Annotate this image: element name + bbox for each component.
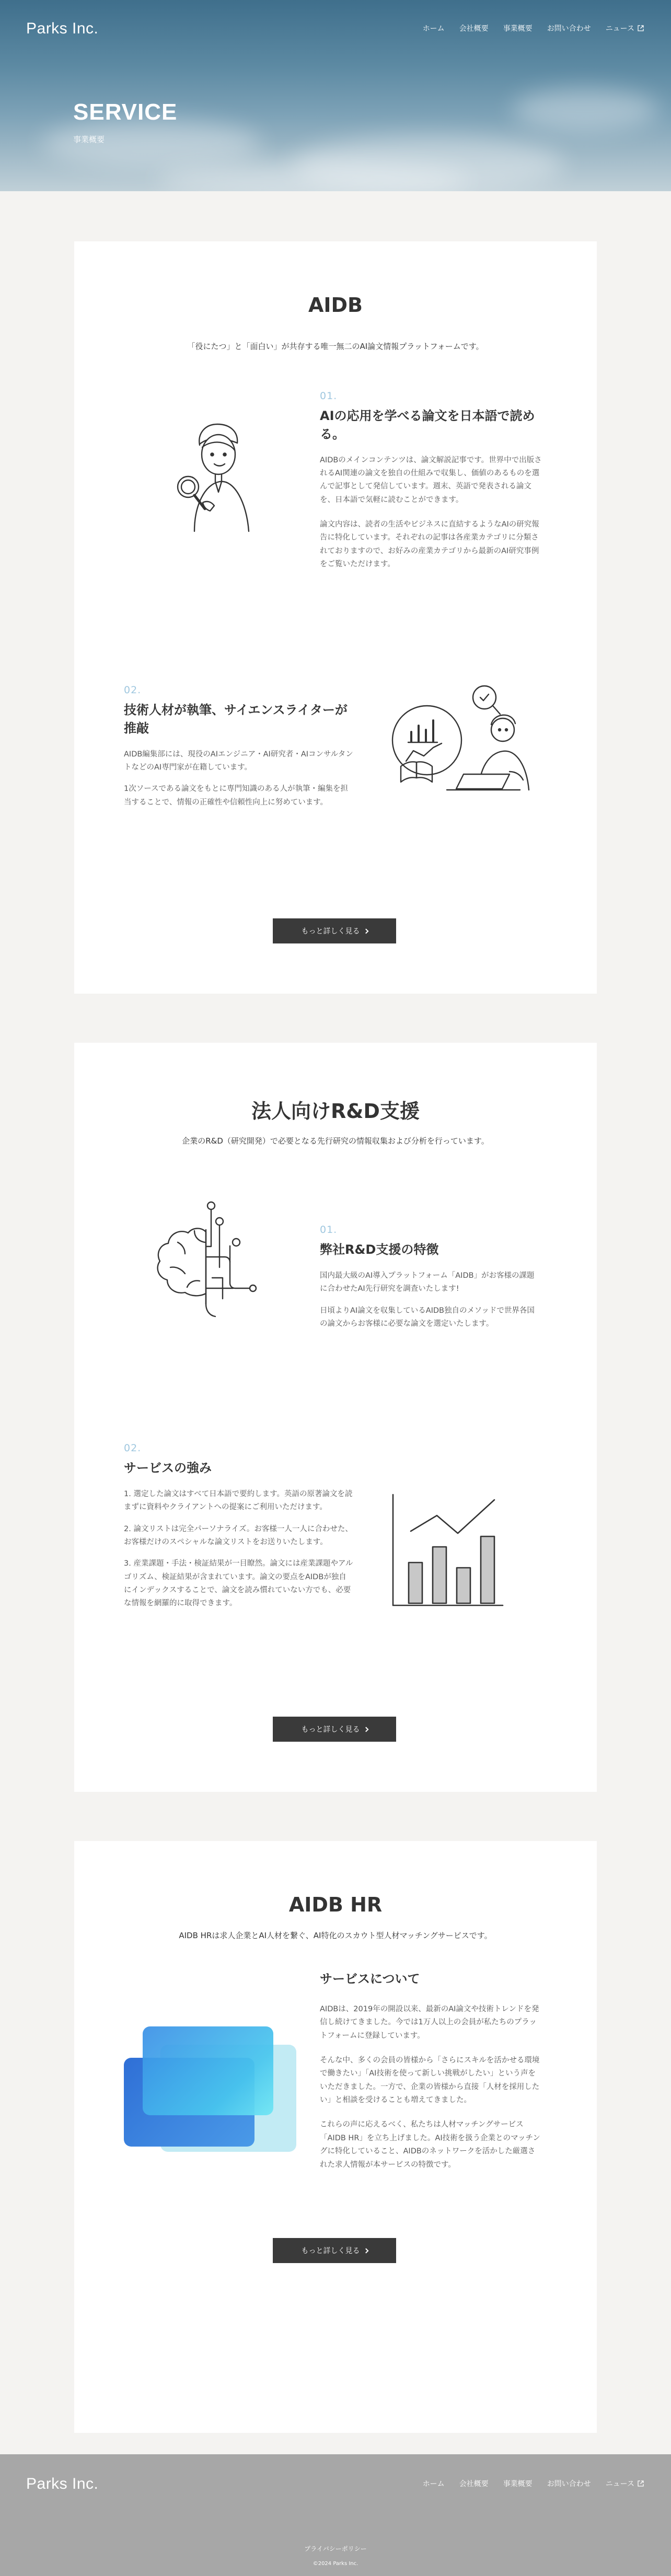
button-label: もっと詳しく見る — [301, 1726, 360, 1734]
aidb-card — [74, 241, 597, 994]
footer-logo[interactable]: Parks Inc. — [26, 2475, 99, 2492]
item-text: そんな中、多くの会員の皆様から「さらにスキルを活かせる環境で働きたい」「AI技術を使って新しい挑戦がしたい」という声をいただきました。一方で、企業の皆様から直接「人材を採用したい」と相談を受けることも増えてきました。 — [320, 2056, 540, 2105]
item-heading: サービスの強み — [124, 1461, 212, 1475]
aidb-item-2 — [124, 684, 354, 818]
bar-chart-illustration — [388, 1489, 508, 1610]
hr-more-button[interactable] — [273, 2238, 396, 2263]
nav-contact[interactable]: お問い合わせ — [547, 25, 591, 33]
button-label: もっと詳しく見る — [301, 2247, 360, 2255]
cloud-decoration — [512, 89, 658, 131]
hr-title: AIDB HR — [288, 1893, 383, 1916]
item-text: 論文内容は、読者の生活やビジネスに直結するようなAIの研究報告に特化しています。それぞれの記事は各産業カテゴリに分類されておりますので、お好みの産業カテゴリから最新のAI研究事例をご覧いただけます。 — [320, 520, 539, 569]
nav-service[interactable]: 事業概要 — [503, 25, 533, 33]
rd-more-button[interactable] — [273, 1717, 396, 1742]
footer-nav-service[interactable]: 事業概要 — [503, 2480, 533, 2488]
item-text: AIDBは、2019年の開設以来、最新のAI論文や技術トレンドを発信し続けてきました。今では1万人以上の会員が私たちのプラットフォームに登録しています。 — [320, 2004, 539, 2040]
footer-nav-company[interactable]: 会社概要 — [459, 2480, 489, 2488]
footer-nav-news[interactable] — [606, 2478, 644, 2489]
rd-lead: 企業のR&D（研究開発）で必要となる先行研究の情報収集および分析を行っています。 — [182, 1136, 489, 1146]
item-text: AIDBのメインコンテンツは、論文解説記事です。世界中で出版されるAI関連の論文を独自の仕組みで収集し、価値のあるものを選んで記事として発信しています。週末、英語で発表される論文を、日本語で気軽に読むことができます。 — [320, 456, 542, 504]
aidb-title: AIDB — [308, 294, 363, 317]
aidb-item-1 — [320, 390, 542, 583]
chevron-right-icon — [363, 928, 368, 934]
hr-item-1 — [320, 1970, 542, 2183]
footer-nav-home[interactable]: ホーム — [422, 2480, 445, 2488]
brain-circuit-illustration — [147, 1194, 273, 1325]
nav-home[interactable]: ホーム — [422, 25, 445, 33]
rd-item-2 — [124, 1442, 354, 1619]
hr-card — [74, 1841, 597, 2433]
item-text: 国内最大級のAI導入プラットフォーム「AIDB」がお客様の課題に合わせたAI先行研究を調査いたします! — [320, 1271, 535, 1293]
item-text: 2. 論文リストは完全パーソナライズ。お客様一人一人に合わせた、お客様だけのスペシャルな論文リストをお送りいたします。 — [124, 1524, 353, 1546]
item-number: 02. — [124, 684, 142, 696]
item-text: 1次ソースである論文をもとに専門知識のある人が執筆・編集を担当することで、情報の正確性や信頼性向上に努めています。 — [124, 785, 348, 807]
aidb-more-button[interactable] — [273, 918, 396, 943]
item-text: 3. 産業課題・手法・検証結果が一目瞭然。論文には産業課題やアルゴリズム、検証結果が含まれています。論文の要点をAIDBが独自にインデックスすることで、論文を読み慣れていない方でも、必要な情報を網羅的に取得できます。 — [124, 1559, 353, 1608]
nav-news-label: ニュース — [605, 25, 634, 33]
rd-card — [74, 1043, 597, 1792]
main-nav — [423, 23, 644, 33]
item-heading: 弊社R&D支援の特徴 — [320, 1242, 439, 1257]
item-heading: 技術人材が執筆、サイエンスライターが推敲 — [124, 703, 348, 736]
item-number: 02. — [124, 1442, 142, 1454]
privacy-policy-link[interactable]: プライバシーポリシー — [304, 2545, 367, 2552]
footer-nav — [423, 2478, 644, 2489]
hr-graphic — [124, 2026, 296, 2152]
copyright: ©2024 Parks Inc. — [313, 2561, 358, 2567]
chevron-right-icon — [363, 2248, 368, 2253]
external-link-icon — [638, 25, 644, 31]
item-text: 日頃よりAI論文を収集しているAIDB独自のメソッドで世界各国の論文からお客様に必要な論文を選定いたします。 — [320, 1306, 535, 1328]
nav-company[interactable]: 会社概要 — [459, 25, 489, 33]
footer-nav-contact[interactable]: お問い合わせ — [547, 2480, 591, 2488]
hr-lead: AIDB HRは求人企業とAI人材を繋ぐ、AI特化のスカウト型人材マッチングサービスです。 — [179, 1931, 492, 1940]
site-footer — [0, 2454, 671, 2576]
nav-news[interactable] — [606, 23, 644, 33]
page-subtitle: 事業概要 — [73, 135, 105, 144]
chevron-right-icon — [363, 1727, 368, 1732]
item-number: 01. — [320, 1224, 338, 1235]
hero-header — [0, 0, 671, 191]
item-number: 01. — [320, 390, 338, 402]
writer-illustration — [385, 683, 547, 803]
footer-nav-news-label: ニュース — [605, 2480, 634, 2488]
rd-item-1 — [320, 1224, 542, 1339]
site-logo[interactable]: Parks Inc. — [26, 20, 99, 37]
aidb-lead: 「役にたつ」と「面白い」が共存する唯一無二のAI論文情報プラットフォームです。 — [187, 342, 484, 351]
item-text: 1. 選定した論文はすべて日本語で要約します。英語の原著論文を読まずに資料やクライアントへの提案にご利用いただけます。 — [124, 1489, 353, 1512]
button-label: もっと詳しく見る — [301, 927, 360, 936]
item-text: AIDB編集部には、現役のAIエンジニア・AI研究者・AIコンサルタントなどのAI専門家が在籍しています。 — [124, 750, 353, 772]
external-link-icon — [638, 2480, 644, 2487]
item-heading: サービスについて — [320, 1972, 420, 1986]
researcher-illustration — [163, 414, 268, 534]
hr-graphic-card-mid — [143, 2026, 273, 2115]
item-heading: AIの応用を学べる論文を日本語で読める。 — [320, 409, 535, 441]
rd-title: 法人向けR&D支援 — [251, 1100, 420, 1123]
page-title: SERVICE — [73, 99, 178, 125]
item-text: これらの声に応えるべく、私たちは人材マッチングサービス「AIDB HR」を立ち上げました。AI技術を扱う企業とのマッチングに特化していること、AIDBのネットワークを活かした厳選された求人情報が本サービスの特徴です。 — [320, 2120, 540, 2169]
